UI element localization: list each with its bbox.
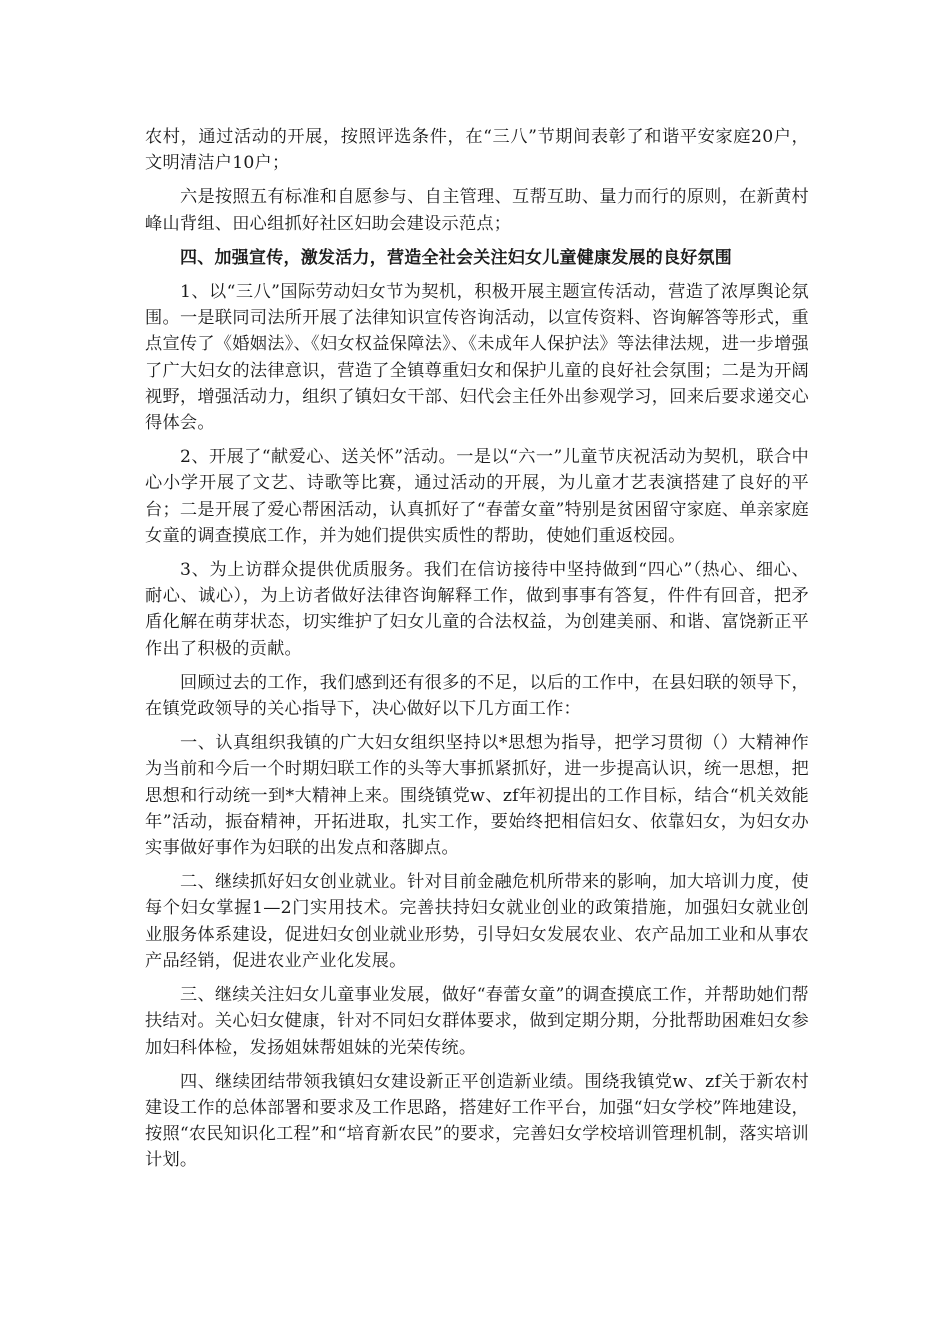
paragraph-item-six: 六是按照五有标准和自愿参与、自主管理、互帮互助、量力而行的原则，在新黄村峰山背组、田心组抓好社区妇助会建设示范点； bbox=[145, 187, 809, 234]
paragraph-plan-1: 一、认真组织我镇的广大妇女组织坚持以*思想为指导，把学习贯彻（）大精神作为当前和今后一个时期妇联工作的头等大事抓紧抓好，进一步提高认识，统一思想，把思想和行动统一到*大精神上来。围绕镇党w、zf年初提出的工作目标，结合“机关效能年”活动，振奋精神，开拓进取，扎实工作，要始终把相信妇女、依靠妇女，为妇女办实事做好事作为妇联的出发点和落脚点。 bbox=[145, 733, 809, 859]
section-heading-four: 四、加强宣传，激发活力，营造全社会关注妇女儿童健康发展的良好氛围 bbox=[180, 247, 732, 268]
paragraph-continuation: 农村，通过活动的开展，按照评选条件，在“三八”节期间表彰了和谐平安家庭20户，文明清洁户10户； bbox=[145, 127, 809, 174]
paragraph-publicity-3: 3、为上访群众提供优质服务。我们在信访接待中坚持做到“四心”（热心、细心、耐心、诚心），为上访者做好法律咨询解释工作，做到事事有答复，件件有回音，把矛盾化解在萌芽状态，切实维护了妇女儿童的合法权益，为创建美丽、和谐、富饶新正平作出了积极的贡献。 bbox=[145, 560, 809, 659]
document-page bbox=[145, 124, 809, 1174]
paragraph-plan-4: 四、继续团结带领我镇妇女建设新正平创造新业绩。围绕我镇党w、zf关于新农村建设工作的总体部署和要求及工作思路，搭建好工作平台，加强“妇女学校”阵地建设，按照“农民知识化工程”和“培育新农民”的要求，完善妇女学校培训管理机制，落实培训计划。 bbox=[145, 1071, 809, 1171]
paragraph-publicity-2: 2、开展了“献爱心、送关怀”活动。一是以“六一”儿童节庆祝活动为契机，联合中心小学开展了文艺、诗歌等比赛，通过活动的开展，为儿童才艺表演搭建了良好的平台；二是开展了爱心帮困活动，认真抓好了“春蕾女童”特别是贫困留守家庭、单亲家庭女童的调查摸底工作，并为她们提供实质性的帮助，使她们重返校园。 bbox=[145, 447, 809, 546]
paragraph-review: 回顾过去的工作，我们感到还有很多的不足，以后的工作中，在县妇联的领导下，在镇党政领导的关心指导下，决心做好以下几方面工作： bbox=[145, 672, 809, 720]
paragraph-publicity-1: 1、以“三八”国际劳动妇女节为契机，积极开展主题宣传活动，营造了浓厚舆论氛围。一是联同司法所开展了法律知识宣传咨询活动，以宣传资料、咨询解答等形式，重点宣传了《婚姻法》、《妇女权益保障法》、《未成年人保护法》等法律法规，进一步增强了广大妇女的法律意识，营造了全镇尊重妇女和保护儿童的良好社会氛围；二是为开阔视野，增强活动力，组织了镇妇女干部、妇代会主任外出参观学习，回来后要求递交心得体会。 bbox=[145, 282, 809, 434]
paragraph-plan-2: 二、继续抓好妇女创业就业。针对目前金融危机所带来的影响，加大培训力度，使每个妇女掌握1—2门实用技术。完善扶持妇女就业创业的政策措施，加强妇女就业创业服务体系建设，促进妇女创业就业形势，引导妇女发展农业、农产品加工业和从事农产品经销，促进农业产业化发展。 bbox=[145, 872, 809, 971]
paragraph-plan-3: 三、继续关注妇女儿童事业发展，做好“春蕾女童”的调查摸底工作，并帮助她们帮扶结对。关心妇女健康，针对不同妇女群体要求，做到定期分期，分批帮助困难妇女参加妇科体检，发扬姐妹帮姐妹的光荣传统。 bbox=[145, 985, 809, 1058]
